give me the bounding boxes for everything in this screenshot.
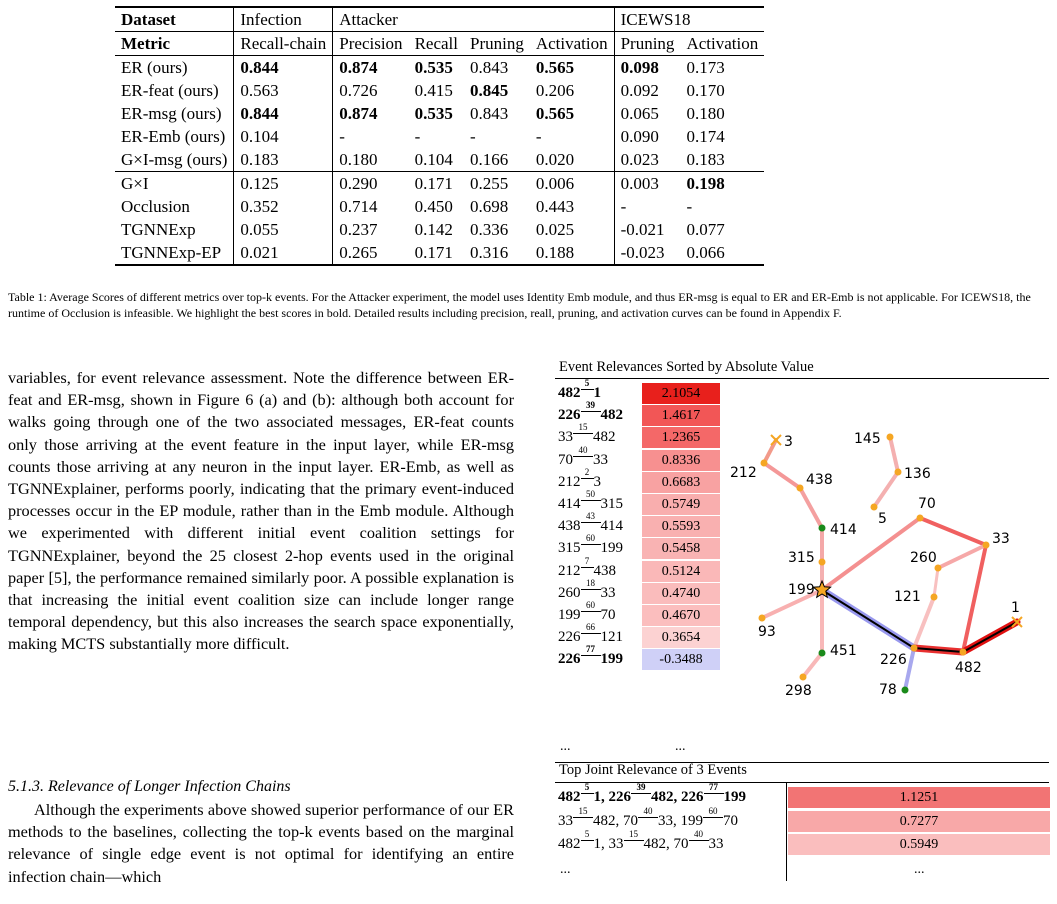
score-cell: 0.290 <box>333 172 409 196</box>
event-relevance-value: -0.3488 <box>642 649 720 670</box>
graph-edge <box>890 437 898 472</box>
score-cell: 0.183 <box>686 149 725 169</box>
infection-chain-edge <box>963 622 1017 652</box>
score-cell: - <box>535 126 542 146</box>
score-cell: 0.171 <box>409 172 464 196</box>
event-label: 226 39 482 <box>558 400 623 424</box>
event-graph <box>720 380 1052 710</box>
score-cell: 0.180 <box>333 148 409 172</box>
table-row <box>115 172 764 196</box>
table-caption: Table 1: Average Scores of different metrics over top-k events. For the Attacker experiment, the model uses Identity Emb module, and thus ER-msg is equal to ER and ER-Emb is not applicable. For ICEWS18, the runtime of Occlusion is infeasible. We highlight the best scores in bold. Detailed results including precision, reall, pruning, and activation curves can be found in Appendix F. <box>8 290 1031 320</box>
score-cell: 0.125 <box>234 172 333 196</box>
score-cell: 0.726 <box>333 79 409 102</box>
table-row <box>115 102 764 125</box>
score-cell: 0.142 <box>414 219 453 239</box>
table-header-cell: Activation <box>530 32 614 56</box>
body-paragraph: Although the experiments above showed superior performance of our ER methods to the baselines, collecting the top-k events based on the marginal relevance of single edge event is not optimal for identifying an entire infection chain—which <box>8 800 514 886</box>
score-cell: 0.098 <box>614 56 680 80</box>
score-cell: 0.845 <box>469 80 509 100</box>
node-label: 3 <box>784 434 793 450</box>
score-cell: 0.443 <box>535 196 575 216</box>
graph-edge <box>938 545 986 568</box>
node-label: 315 <box>788 550 815 566</box>
graph-edge <box>764 463 800 488</box>
table-header-cell: Metric <box>115 32 234 56</box>
score-cell: 0.843 <box>464 56 530 80</box>
score-cell: 0.206 <box>535 80 575 100</box>
ellipsis: ... <box>914 862 925 877</box>
ellipsis: ... <box>560 739 571 754</box>
node-label: 145 <box>854 431 881 447</box>
score-cell: 0.183 <box>234 148 333 172</box>
score-cell: 0.874 <box>333 102 409 125</box>
score-cell: 0.090 <box>614 125 680 148</box>
score-cell: 0.535 <box>414 103 453 123</box>
method-name: ER-msg (ours) <box>121 103 222 123</box>
graph-node <box>800 674 807 681</box>
event-relevance-value: 1.4617 <box>642 405 720 426</box>
figure-title: Event Relevances Sorted by Absolute Value <box>559 359 814 375</box>
event-label: 212 2 3 <box>558 466 601 490</box>
score-cell: -0.021 <box>614 218 680 241</box>
event-relevance-value: 0.3654 <box>642 627 720 648</box>
graph-node <box>819 559 826 566</box>
graph-node <box>931 594 938 601</box>
graph-edge <box>920 518 986 545</box>
score-cell: 0.698 <box>469 196 509 216</box>
graph-node <box>917 515 924 522</box>
graph-edge <box>874 472 898 507</box>
table-header-cell: Precision <box>333 32 409 56</box>
graph-node <box>797 485 804 492</box>
event-label: 315 60 199 <box>558 533 623 557</box>
joint-relevance-title: Top Joint Relevance of 3 Events <box>559 762 747 778</box>
score-cell: 0.066 <box>680 241 764 265</box>
divider <box>786 783 787 881</box>
graph-node <box>895 469 902 476</box>
graph-node <box>902 687 909 694</box>
score-cell: 0.714 <box>333 195 409 218</box>
node-label: 5 <box>878 511 887 527</box>
event-label: 438 43 414 <box>558 511 623 535</box>
score-cell: 0.104 <box>414 149 453 169</box>
body-paragraph: variables, for event relevance assessment. Note the difference between ER-feat and ER-msg, shown in Figure 6 (a) and (b): although both account for walks going through one of the two associated messages, ER-feat counts only those arriving at the event feature in the input layer, while ER-msg counts those arriving at any neuron in the input layer. ER-Emb, as well as TGNNExplainer, performs poorly, indicating that the primary event-induced processes occur in the EP module, rather than in the Emb module. Although we experimented with different initial event coalition settings for TGNNExplainer, beyond the 25 closest 2-hop events used in the original paper [5], the performance remained similarly poor. A possible explanation is that increasing the initial event coalition size can include longer range temporal dependency, but this also increases the search space exponentially, making MCTS substantially more difficult. <box>8 368 514 654</box>
joint-relevance-value: 0.5949 <box>788 834 1050 855</box>
table-header-cell: Pruning <box>464 32 530 56</box>
table-row <box>115 79 764 102</box>
ellipsis: ... <box>675 739 686 754</box>
method-name: Occlusion <box>121 196 190 216</box>
node-label: 136 <box>904 466 931 482</box>
event-relevance-value: 0.5458 <box>642 538 720 559</box>
score-cell: 0.174 <box>686 126 725 146</box>
node-label: 1 <box>1011 600 1020 616</box>
table-header-cell: ICEWS18 <box>614 7 764 32</box>
table-row <box>115 56 764 80</box>
score-cell: 0.003 <box>614 172 680 196</box>
score-cell: 0.843 <box>469 103 509 123</box>
score-cell: 0.055 <box>234 218 333 241</box>
method-name: ER (ours) <box>115 56 234 80</box>
score-cell: - <box>469 126 476 146</box>
event-label: 212 7 438 <box>558 555 616 579</box>
score-cell: -0.023 <box>614 241 680 265</box>
score-cell: 0.265 <box>333 241 409 265</box>
score-cell: - <box>333 125 409 148</box>
joint-relevance-value: 0.7277 <box>788 811 1050 832</box>
method-name: G×I <box>115 172 234 196</box>
table-row <box>115 125 764 148</box>
score-cell: 0.563 <box>234 79 333 102</box>
score-cell: - <box>614 195 680 218</box>
event-relevance-value: 0.4740 <box>642 583 720 604</box>
table-header-cell: Recall-chain <box>234 32 333 56</box>
event-label: 414 50 315 <box>558 489 623 512</box>
table-metric-header-row <box>115 32 764 56</box>
graph-node <box>887 434 894 441</box>
node-label: 93 <box>758 624 776 640</box>
table-row <box>115 148 764 172</box>
event-relevance-value: 0.5124 <box>642 561 720 582</box>
table-row <box>115 218 764 241</box>
graph-edge <box>764 440 776 463</box>
joint-event-label: 482 5 1, 33 15 482, 70 40 33 <box>558 829 724 852</box>
score-cell: 0.565 <box>535 103 575 123</box>
score-cell: 0.170 <box>686 80 725 100</box>
graph-node <box>761 460 768 467</box>
ellipsis: ... <box>560 862 571 877</box>
graph-node <box>819 525 826 532</box>
section-title: 5.1.3. Relevance of Longer Infection Chains <box>8 778 291 795</box>
score-cell: 0.077 <box>686 219 725 239</box>
graph-edge <box>963 545 986 652</box>
event-relevance-value: 2.1054 <box>642 383 720 404</box>
score-cell: 0.237 <box>333 218 409 241</box>
score-cell: 0.188 <box>530 241 614 265</box>
node-label: 260 <box>910 550 937 566</box>
graph-node <box>983 542 990 549</box>
method-name: TGNNExp-EP <box>115 241 234 265</box>
score-cell: - <box>414 126 421 146</box>
graph-node <box>871 504 878 511</box>
event-label: 226 66 121 <box>558 622 623 646</box>
node-label: 451 <box>830 643 857 659</box>
score-cell: 0.006 <box>530 172 614 196</box>
node-label: 226 <box>880 652 907 668</box>
node-label: 33 <box>992 531 1010 547</box>
table-header-cell: Recall <box>409 32 464 56</box>
event-label: 260 18 33 <box>558 577 616 601</box>
method-name: ER-Emb (ours) <box>121 126 226 146</box>
score-cell: 0.450 <box>414 196 453 216</box>
score-cell: 0.844 <box>234 102 333 125</box>
results-table <box>115 6 764 266</box>
score-cell: 0.065 <box>614 102 680 125</box>
score-cell: 0.336 <box>469 219 509 239</box>
node-label: 78 <box>879 682 897 698</box>
event-relevance-value: 0.5749 <box>642 494 720 515</box>
node-label: 212 <box>730 465 757 481</box>
event-relevance-value: 0.4670 <box>642 605 720 626</box>
event-relevance-value: 1.2365 <box>642 427 720 448</box>
graph-edge <box>800 488 822 528</box>
score-cell: 0.874 <box>333 56 409 80</box>
event-label: 199 60 70 <box>558 600 616 623</box>
node-label: 414 <box>830 522 857 538</box>
score-cell: 0.173 <box>680 56 764 80</box>
graph-edge <box>803 653 822 677</box>
score-cell: 0.104 <box>234 125 333 148</box>
table-header-cell: Attacker <box>333 7 614 32</box>
node-label: 199 <box>788 582 815 598</box>
event-label: 226 77 199 <box>558 644 623 668</box>
event-relevance-value: 0.8336 <box>642 450 720 471</box>
graph-node <box>911 645 918 652</box>
score-cell: 0.415 <box>414 80 453 100</box>
graph-node <box>759 615 766 622</box>
score-cell: 0.171 <box>409 241 464 265</box>
table-row <box>115 195 764 218</box>
table-header-cell: Pruning <box>614 32 680 56</box>
score-cell: 0.255 <box>464 172 530 196</box>
score-cell: 0.316 <box>464 241 530 265</box>
joint-event-label: 33 15 482, 70 40 33, 199 60 70 <box>558 805 738 829</box>
node-label: 482 <box>955 660 982 676</box>
score-cell: 0.352 <box>234 195 333 218</box>
node-label: 438 <box>806 472 833 488</box>
node-label: 70 <box>918 496 936 512</box>
event-relevance-value: 0.6683 <box>642 472 720 493</box>
divider <box>555 782 1049 783</box>
graph-edge <box>934 568 938 597</box>
graph-node <box>819 650 826 657</box>
node-label: 298 <box>785 683 812 699</box>
method-name: G×I-msg (ours) <box>121 149 228 169</box>
score-cell: 0.535 <box>409 56 464 80</box>
score-cell: 0.020 <box>535 149 575 169</box>
score-cell: 0.844 <box>234 56 333 80</box>
table-header-cell: Infection <box>234 7 333 32</box>
table-header-cell: Activation <box>680 32 764 56</box>
event-label: 482 5 1 <box>558 378 601 401</box>
score-cell: 0.180 <box>686 103 725 123</box>
table-group-header-row <box>115 7 764 32</box>
score-cell: 0.198 <box>680 172 764 196</box>
score-cell: 0.092 <box>614 79 680 102</box>
event-label: 33 15 482 <box>558 422 616 446</box>
method-name: ER-feat (ours) <box>121 80 219 100</box>
score-cell: 0.021 <box>234 241 333 265</box>
event-label: 70 40 33 <box>558 444 608 468</box>
score-cell: 0.565 <box>530 56 614 80</box>
joint-relevance-value: 1.1251 <box>788 787 1050 808</box>
graph-node <box>960 649 967 656</box>
node-label: 121 <box>894 589 921 605</box>
score-cell: 0.023 <box>614 148 680 172</box>
score-cell: - <box>686 196 693 216</box>
table-row <box>115 241 764 265</box>
score-cell: 0.166 <box>469 149 509 169</box>
event-relevance-value: 0.5593 <box>642 516 720 537</box>
method-name: TGNNExp <box>121 219 196 239</box>
joint-event-label: 482 5 1, 226 39 482, 226 77 199 <box>558 782 746 805</box>
score-cell: 0.025 <box>535 219 575 239</box>
table-header-cell: Dataset <box>115 7 234 32</box>
